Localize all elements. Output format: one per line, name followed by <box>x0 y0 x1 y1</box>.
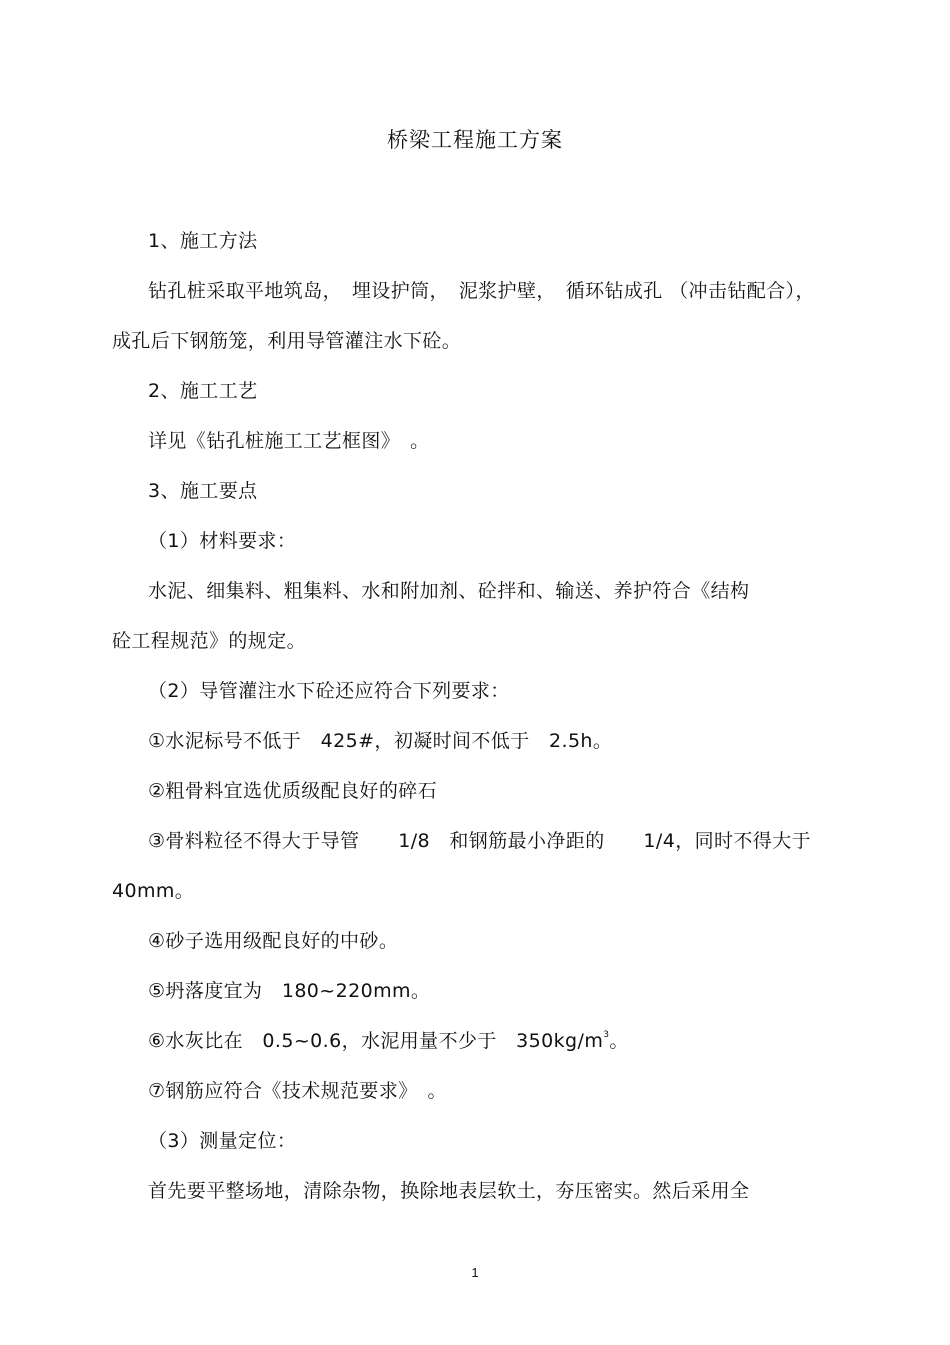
subheading-underwater-concrete: （2）导管灌注水下砼还应符合下列要求： <box>148 680 510 702</box>
list-item-text: ⑥水灰比在 0.5~0.6，水泥用量不少于 350kg/m <box>148 1030 604 1052</box>
heading-construction-method: 1、施工方法 <box>148 230 258 252</box>
paragraph-line: 成孔后下钢筋笼，利用导管灌注水下砼。 <box>112 330 462 352</box>
subheading-material-requirements: （1）材料要求： <box>148 530 297 552</box>
list-item: ⑤坍落度宜为 180~220mm。 <box>148 980 431 1002</box>
superscript: 3 <box>603 1030 610 1040</box>
list-item: ④砂子选用级配良好的中砂。 <box>148 930 399 952</box>
document-title: 桥梁工程施工方案 <box>387 128 563 152</box>
paragraph-line: 首先要平整场地，清除杂物，换除地表层软土，夯压密实。然后采用全 <box>148 1180 750 1202</box>
list-item: ②粗骨料宜选优质级配良好的碎石 <box>148 780 438 802</box>
list-item: ③骨料粒径不得大于导管 1/8 和钢筋最小净距的 1/4，同时不得大于 <box>148 830 811 852</box>
list-item-end: 。 <box>609 1030 629 1052</box>
paragraph-line: 砼工程规范》的规定。 <box>112 630 307 652</box>
paragraph-line: 钻孔桩采取平地筑岛， 埋设护筒， 泥浆护壁， 循环钻成孔 （冲击钻配合）， <box>148 280 815 302</box>
list-item: ⑦钢筋应符合《技术规范要求》 。 <box>148 1080 447 1102</box>
list-item-continuation: 40mm。 <box>112 880 195 902</box>
paragraph-line: 详见《钻孔桩施工工艺框图》 。 <box>148 430 430 452</box>
subheading-survey-positioning: （3）测量定位： <box>148 1130 297 1152</box>
list-item <box>148 1027 629 1055</box>
list-item: ①水泥标号不低于 425#，初凝时间不低于 2.5h。 <box>148 730 613 752</box>
heading-construction-points: 3、施工要点 <box>148 480 258 502</box>
heading-construction-process: 2、施工工艺 <box>148 380 258 402</box>
page-number: 1 <box>471 1265 479 1280</box>
paragraph-line: 水泥、细集料、粗集料、水和附加剂、砼拌和、输送、养护符合《结构 <box>148 580 750 602</box>
